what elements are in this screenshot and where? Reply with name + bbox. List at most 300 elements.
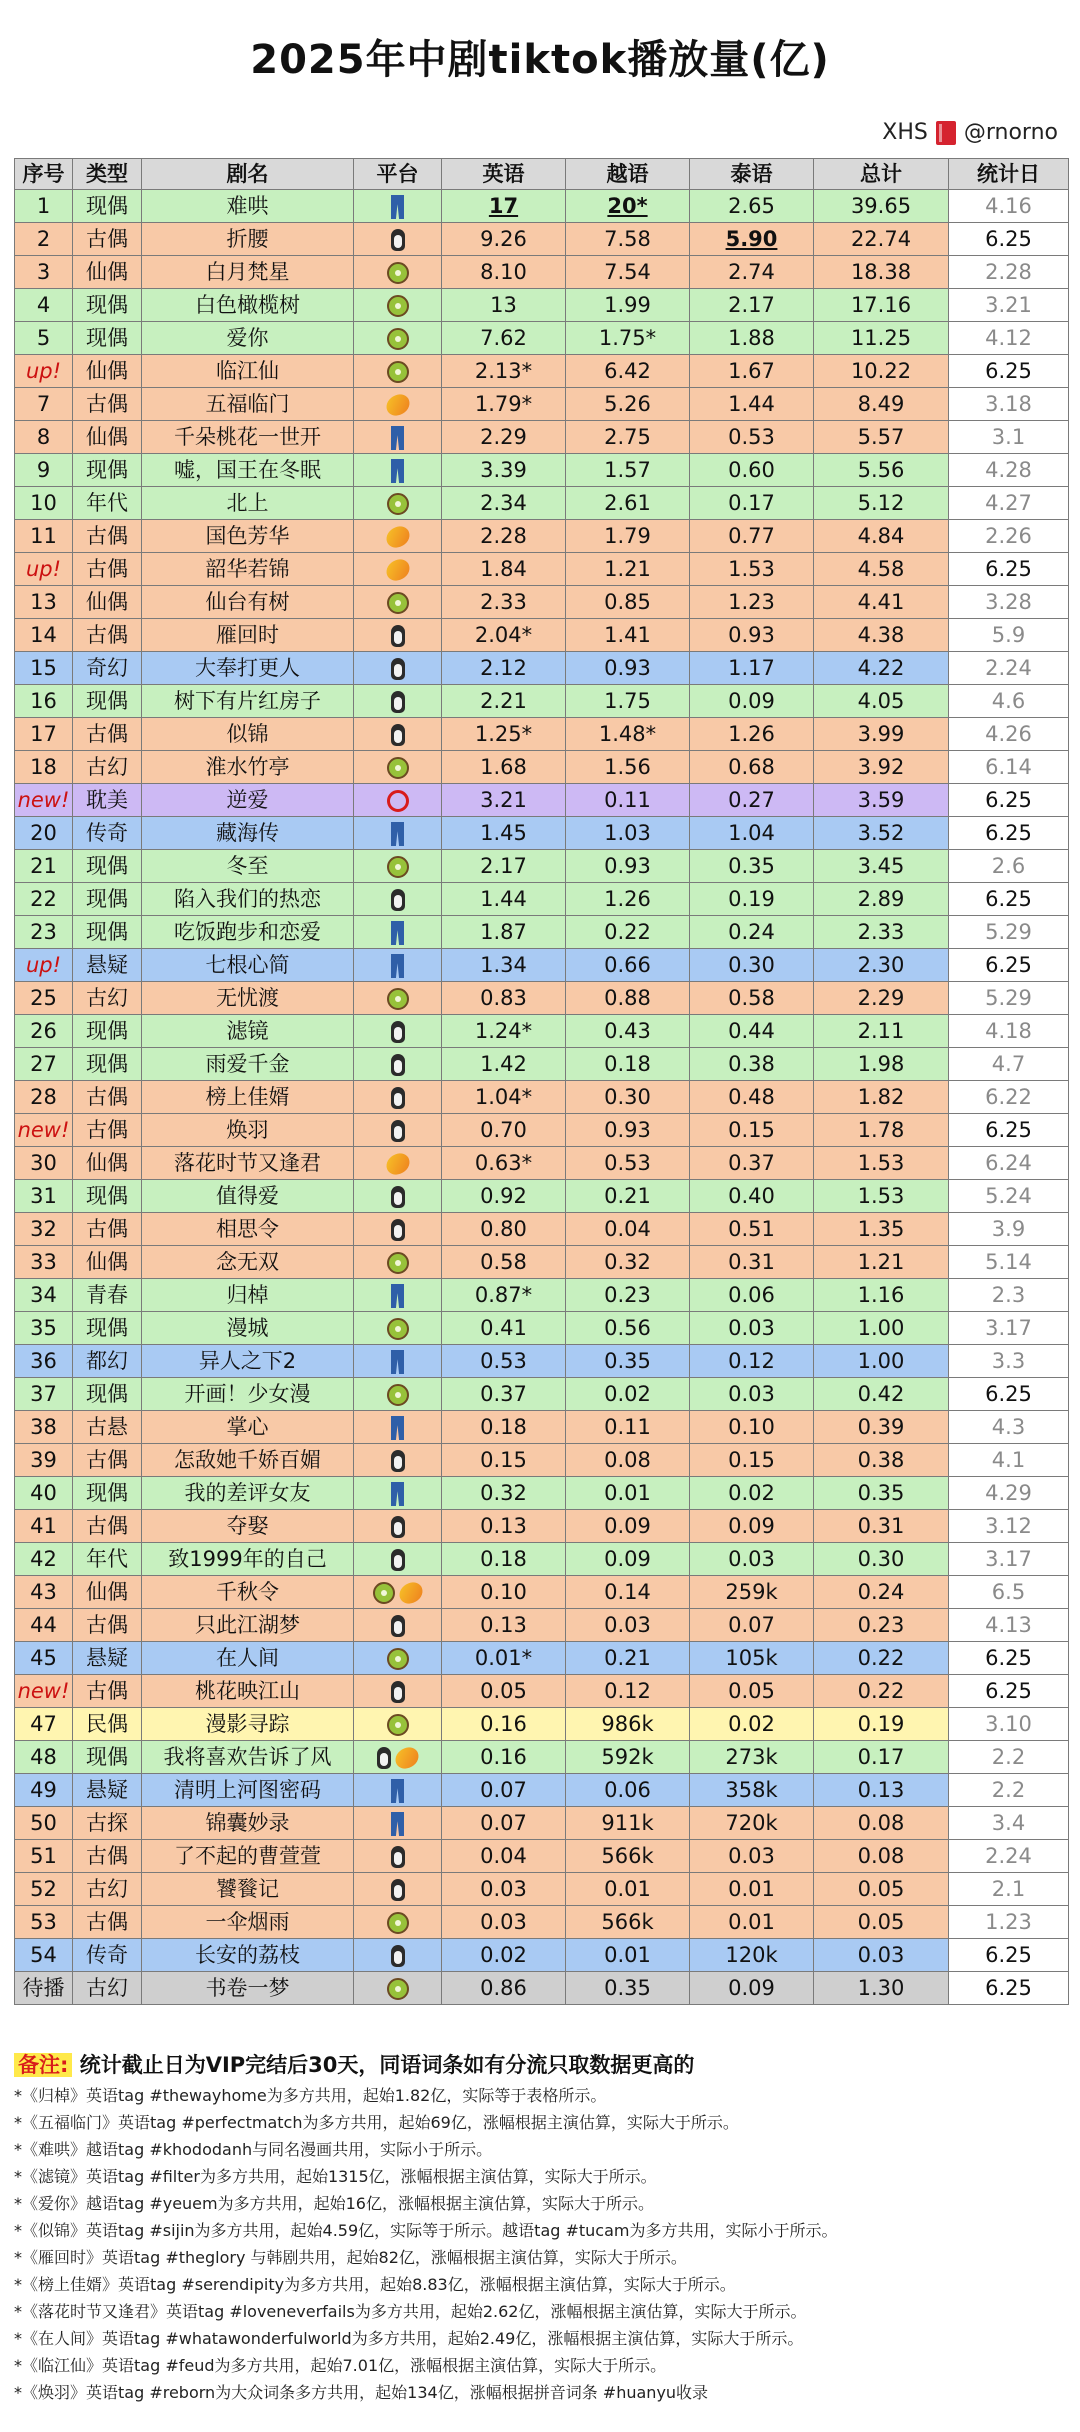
table-row bbox=[15, 1147, 1069, 1180]
row-date: 3.28 bbox=[949, 586, 1069, 619]
row-platform bbox=[354, 1873, 442, 1906]
platform-icons bbox=[387, 361, 409, 383]
table-row bbox=[15, 1180, 1069, 1213]
row-name: 相思令 bbox=[142, 1213, 354, 1246]
platform-icons bbox=[387, 988, 409, 1010]
row-no: 32 bbox=[15, 1213, 73, 1246]
row-th: 358k bbox=[690, 1774, 814, 1807]
penguin-icon bbox=[391, 658, 405, 680]
row-name: 落花时节又逢君 bbox=[142, 1147, 354, 1180]
row-en: 1.45 bbox=[442, 817, 566, 850]
row-th: 0.03 bbox=[690, 1378, 814, 1411]
table-row bbox=[15, 487, 1069, 520]
row-no: 42 bbox=[15, 1543, 73, 1576]
row-date: 4.6 bbox=[949, 685, 1069, 718]
table-row bbox=[15, 355, 1069, 388]
table-row bbox=[15, 553, 1069, 586]
row-date: 1.23 bbox=[949, 1906, 1069, 1939]
row-en: 0.37 bbox=[442, 1378, 566, 1411]
table-row bbox=[15, 586, 1069, 619]
row-total: 0.13 bbox=[814, 1774, 949, 1807]
row-platform bbox=[354, 1675, 442, 1708]
row-total: 0.31 bbox=[814, 1510, 949, 1543]
row-en: 2.33 bbox=[442, 586, 566, 619]
kiwi-icon bbox=[387, 592, 409, 614]
platform-icons bbox=[391, 1549, 405, 1571]
row-th: 0.27 bbox=[690, 784, 814, 817]
row-en: 0.70 bbox=[442, 1114, 566, 1147]
row-date: 4.16 bbox=[949, 190, 1069, 223]
platform-icons bbox=[391, 691, 405, 713]
row-th: 0.37 bbox=[690, 1147, 814, 1180]
table-row bbox=[15, 685, 1069, 718]
row-th: 0.51 bbox=[690, 1213, 814, 1246]
row-name: 逆爱 bbox=[142, 784, 354, 817]
row-type: 现偶 bbox=[73, 1312, 142, 1345]
footnote: *《爱你》越语tag #yeuem为多方共用，起始16亿，涨幅根据主演估算，实际大于所示。 bbox=[14, 2194, 654, 2213]
platform-icons bbox=[387, 295, 409, 317]
row-vi: 0.35 bbox=[566, 1345, 690, 1378]
footnote: *《滤镜》英语tag #filter为多方共用，起始1315亿，涨幅根据主演估算，实际大于所示。 bbox=[14, 2167, 657, 2186]
jeans-icon bbox=[391, 1812, 404, 1836]
penguin-icon bbox=[391, 889, 405, 911]
row-name: 雁回时 bbox=[142, 619, 354, 652]
row-date: 4.12 bbox=[949, 322, 1069, 355]
jeans-icon bbox=[391, 921, 404, 945]
row-vi: 0.35 bbox=[566, 1972, 690, 2005]
platform-icons bbox=[391, 889, 405, 911]
penguin-icon bbox=[391, 1516, 405, 1538]
row-platform bbox=[354, 883, 442, 916]
row-th: 1.53 bbox=[690, 553, 814, 586]
platform-icons bbox=[387, 328, 409, 350]
row-date: 6.25 bbox=[949, 1378, 1069, 1411]
row-platform bbox=[354, 421, 442, 454]
row-date: 3.17 bbox=[949, 1312, 1069, 1345]
row-name: 漫城 bbox=[142, 1312, 354, 1345]
row-type: 仙偶 bbox=[73, 1246, 142, 1279]
platform-icons bbox=[391, 1120, 405, 1142]
penguin-icon bbox=[391, 229, 405, 251]
row-date: 2.24 bbox=[949, 1840, 1069, 1873]
row-no: 51 bbox=[15, 1840, 73, 1873]
row-en: 0.03 bbox=[442, 1873, 566, 1906]
jeans-icon bbox=[391, 1779, 404, 1803]
row-type: 古偶 bbox=[73, 1906, 142, 1939]
platform-icons bbox=[391, 1482, 404, 1506]
row-date: 4.18 bbox=[949, 1015, 1069, 1048]
platform-icons bbox=[391, 229, 405, 251]
jeans-icon bbox=[391, 195, 404, 219]
platform-icons bbox=[391, 1350, 404, 1374]
row-platform bbox=[354, 1411, 442, 1444]
row-total: 5.57 bbox=[814, 421, 949, 454]
row-en: 2.21 bbox=[442, 685, 566, 718]
platform-icons bbox=[387, 1714, 409, 1736]
row-platform bbox=[354, 388, 442, 421]
row-en: 0.03 bbox=[442, 1906, 566, 1939]
kiwi-icon bbox=[387, 988, 409, 1010]
platform-icons bbox=[391, 1779, 404, 1803]
kiwi-icon bbox=[387, 1648, 409, 1670]
row-en: 0.92 bbox=[442, 1180, 566, 1213]
row-platform bbox=[354, 1543, 442, 1576]
row-date: 2.6 bbox=[949, 850, 1069, 883]
row-platform bbox=[354, 553, 442, 586]
row-total: 0.08 bbox=[814, 1807, 949, 1840]
table-row bbox=[15, 289, 1069, 322]
row-vi: 0.66 bbox=[566, 949, 690, 982]
row-total: 5.12 bbox=[814, 487, 949, 520]
row-name: 无忧渡 bbox=[142, 982, 354, 1015]
row-th: 105k bbox=[690, 1642, 814, 1675]
row-total: 4.05 bbox=[814, 685, 949, 718]
row-type: 古幻 bbox=[73, 1972, 142, 2005]
row-th: 259k bbox=[690, 1576, 814, 1609]
row-platform bbox=[354, 1576, 442, 1609]
table-row bbox=[15, 1213, 1069, 1246]
row-vi: 566k bbox=[566, 1906, 690, 1939]
row-no: new! bbox=[15, 1114, 73, 1147]
row-date: 6.25 bbox=[949, 817, 1069, 850]
row-type: 现偶 bbox=[73, 1741, 142, 1774]
row-vi: 592k bbox=[566, 1741, 690, 1774]
row-type: 古偶 bbox=[73, 1609, 142, 1642]
platform-icons bbox=[387, 757, 409, 779]
row-no: 13 bbox=[15, 586, 73, 619]
row-th: 1.26 bbox=[690, 718, 814, 751]
row-type: 古幻 bbox=[73, 982, 142, 1015]
penguin-icon bbox=[391, 1681, 405, 1703]
row-total: 0.22 bbox=[814, 1675, 949, 1708]
table-row bbox=[15, 322, 1069, 355]
page-title: 2025年中剧tiktok播放量(亿) bbox=[250, 37, 830, 83]
row-th: 0.35 bbox=[690, 850, 814, 883]
row-total: 1.35 bbox=[814, 1213, 949, 1246]
footnote: *《落花时节又逢君》英语tag #loveneverfails为多方共用，起始2.62亿，涨幅根据主演估算，实际大于所示。 bbox=[14, 2302, 807, 2321]
row-vi: 20* bbox=[566, 190, 690, 223]
row-date: 6.14 bbox=[949, 751, 1069, 784]
row-date: 4.29 bbox=[949, 1477, 1069, 1510]
row-name: 吃饭跑步和恋爱 bbox=[142, 916, 354, 949]
row-type: 古偶 bbox=[73, 520, 142, 553]
remark-label: 备注: bbox=[14, 2053, 72, 2077]
row-en: 1.44 bbox=[442, 883, 566, 916]
row-date: 3.3 bbox=[949, 1345, 1069, 1378]
row-date: 5.29 bbox=[949, 916, 1069, 949]
row-name: 长安的荔枝 bbox=[142, 1939, 354, 1972]
table-row bbox=[15, 1279, 1069, 1312]
row-en: 1.42 bbox=[442, 1048, 566, 1081]
row-no: 5 bbox=[15, 322, 73, 355]
row-no: 21 bbox=[15, 850, 73, 883]
credit bbox=[882, 120, 1058, 145]
row-vi: 1.41 bbox=[566, 619, 690, 652]
row-total: 2.29 bbox=[814, 982, 949, 1015]
row-date: 3.10 bbox=[949, 1708, 1069, 1741]
row-type: 现偶 bbox=[73, 685, 142, 718]
row-name: 千秋令 bbox=[142, 1576, 354, 1609]
row-name: 桃花映江山 bbox=[142, 1675, 354, 1708]
row-th: 0.58 bbox=[690, 982, 814, 1015]
table-row bbox=[15, 1807, 1069, 1840]
mango-icon bbox=[383, 556, 412, 583]
row-platform bbox=[354, 1642, 442, 1675]
row-th: 1.23 bbox=[690, 586, 814, 619]
row-date: 5.9 bbox=[949, 619, 1069, 652]
row-vi: 7.54 bbox=[566, 256, 690, 289]
header-th: 泰语 bbox=[690, 159, 814, 190]
row-total: 0.30 bbox=[814, 1543, 949, 1576]
row-platform bbox=[354, 1609, 442, 1642]
row-name: 榜上佳婿 bbox=[142, 1081, 354, 1114]
row-type: 现偶 bbox=[73, 1015, 142, 1048]
row-no: up! bbox=[15, 355, 73, 388]
kiwi-icon bbox=[387, 1714, 409, 1736]
table-row bbox=[15, 190, 1069, 223]
row-th: 0.10 bbox=[690, 1411, 814, 1444]
row-th: 0.30 bbox=[690, 949, 814, 982]
platform-icons bbox=[391, 426, 404, 450]
row-vi: 566k bbox=[566, 1840, 690, 1873]
row-no: 8 bbox=[15, 421, 73, 454]
jeans-icon bbox=[391, 1416, 404, 1440]
platform-icons bbox=[391, 1416, 404, 1440]
row-no: 36 bbox=[15, 1345, 73, 1378]
row-th: 0.07 bbox=[690, 1609, 814, 1642]
row-platform bbox=[354, 685, 442, 718]
row-total: 4.84 bbox=[814, 520, 949, 553]
platform-icons bbox=[391, 1681, 405, 1703]
row-name: 藏海传 bbox=[142, 817, 354, 850]
row-en: 0.53 bbox=[442, 1345, 566, 1378]
platform-icons bbox=[387, 1252, 409, 1274]
kiwi-icon bbox=[387, 493, 409, 515]
row-th: 0.15 bbox=[690, 1114, 814, 1147]
row-total: 8.49 bbox=[814, 388, 949, 421]
penguin-icon bbox=[377, 1747, 391, 1769]
row-en: 0.01* bbox=[442, 1642, 566, 1675]
row-th: 1.04 bbox=[690, 817, 814, 850]
row-date: 3.12 bbox=[949, 1510, 1069, 1543]
row-th: 0.93 bbox=[690, 619, 814, 652]
row-total: 3.52 bbox=[814, 817, 949, 850]
row-name: 似锦 bbox=[142, 718, 354, 751]
platform-icons bbox=[387, 790, 409, 812]
table-row bbox=[15, 652, 1069, 685]
row-vi: 1.57 bbox=[566, 454, 690, 487]
penguin-icon bbox=[391, 1054, 405, 1076]
row-platform bbox=[354, 1015, 442, 1048]
table-row bbox=[15, 1477, 1069, 1510]
row-type: 都幻 bbox=[73, 1345, 142, 1378]
row-en: 0.07 bbox=[442, 1774, 566, 1807]
row-vi: 0.12 bbox=[566, 1675, 690, 1708]
row-name: 我将喜欢告诉了风 bbox=[142, 1741, 354, 1774]
table-row bbox=[15, 850, 1069, 883]
row-no: 37 bbox=[15, 1378, 73, 1411]
row-type: 现偶 bbox=[73, 1477, 142, 1510]
penguin-icon bbox=[391, 1087, 405, 1109]
table-row bbox=[15, 916, 1069, 949]
row-en: 0.18 bbox=[442, 1543, 566, 1576]
row-en: 0.63* bbox=[442, 1147, 566, 1180]
penguin-icon bbox=[391, 1021, 405, 1043]
mango-icon bbox=[383, 523, 412, 550]
row-no: 10 bbox=[15, 487, 73, 520]
platform-icons bbox=[391, 459, 404, 483]
row-en: 1.25* bbox=[442, 718, 566, 751]
row-name: 漫影寻踪 bbox=[142, 1708, 354, 1741]
row-date: 2.28 bbox=[949, 256, 1069, 289]
penguin-icon bbox=[391, 724, 405, 746]
table-row bbox=[15, 1378, 1069, 1411]
platform-icons bbox=[391, 724, 405, 746]
mango-icon bbox=[396, 1579, 425, 1606]
row-date: 2.2 bbox=[949, 1741, 1069, 1774]
row-name: 书卷一梦 bbox=[142, 1972, 354, 2005]
header-name: 剧名 bbox=[142, 159, 354, 190]
row-type: 古偶 bbox=[73, 1444, 142, 1477]
row-date: 6.25 bbox=[949, 223, 1069, 256]
row-en: 0.02 bbox=[442, 1939, 566, 1972]
kiwi-icon bbox=[387, 757, 409, 779]
penguin-icon bbox=[391, 1615, 405, 1637]
row-platform bbox=[354, 850, 442, 883]
row-no: new! bbox=[15, 784, 73, 817]
row-date: 6.25 bbox=[949, 1642, 1069, 1675]
row-total: 1.78 bbox=[814, 1114, 949, 1147]
row-th: 0.01 bbox=[690, 1873, 814, 1906]
row-th: 1.17 bbox=[690, 652, 814, 685]
row-vi: 0.93 bbox=[566, 1114, 690, 1147]
row-no: 4 bbox=[15, 289, 73, 322]
row-en: 1.24* bbox=[442, 1015, 566, 1048]
table-row bbox=[15, 1246, 1069, 1279]
row-platform bbox=[354, 520, 442, 553]
row-th: 0.09 bbox=[690, 685, 814, 718]
row-name: 难哄 bbox=[142, 190, 354, 223]
row-en: 3.21 bbox=[442, 784, 566, 817]
row-no: 7 bbox=[15, 388, 73, 421]
row-type: 传奇 bbox=[73, 817, 142, 850]
row-total: 2.89 bbox=[814, 883, 949, 916]
row-date: 6.25 bbox=[949, 949, 1069, 982]
row-date: 2.26 bbox=[949, 520, 1069, 553]
table-row bbox=[15, 718, 1069, 751]
row-th: 1.44 bbox=[690, 388, 814, 421]
row-type: 耽美 bbox=[73, 784, 142, 817]
row-no: 50 bbox=[15, 1807, 73, 1840]
table-row bbox=[15, 1015, 1069, 1048]
footnote: *《临江仙》英语tag #feud为多方共用，起始7.01亿，涨幅根据主演估算，实际大于所示。 bbox=[14, 2356, 667, 2375]
table-row bbox=[15, 256, 1069, 289]
platform-icons bbox=[387, 1912, 409, 1934]
platform-icons bbox=[386, 527, 410, 547]
row-name: 只此江湖梦 bbox=[142, 1609, 354, 1642]
row-th: 0.31 bbox=[690, 1246, 814, 1279]
row-date: 5.29 bbox=[949, 982, 1069, 1015]
platform-icons bbox=[387, 493, 409, 515]
table-row bbox=[15, 1774, 1069, 1807]
row-vi: 0.06 bbox=[566, 1774, 690, 1807]
table-row bbox=[15, 1642, 1069, 1675]
row-th: 0.53 bbox=[690, 421, 814, 454]
row-name: 树下有片红房子 bbox=[142, 685, 354, 718]
table-row bbox=[15, 421, 1069, 454]
table-row bbox=[15, 1906, 1069, 1939]
table-row bbox=[15, 1609, 1069, 1642]
row-name: 念无双 bbox=[142, 1246, 354, 1279]
row-vi: 2.61 bbox=[566, 487, 690, 520]
row-vi: 0.03 bbox=[566, 1609, 690, 1642]
row-total: 2.11 bbox=[814, 1015, 949, 1048]
row-vi: 1.56 bbox=[566, 751, 690, 784]
row-total: 2.30 bbox=[814, 949, 949, 982]
header-date: 统计日 bbox=[949, 159, 1069, 190]
header-type: 类型 bbox=[73, 159, 142, 190]
row-type: 青春 bbox=[73, 1279, 142, 1312]
row-th: 0.06 bbox=[690, 1279, 814, 1312]
row-en: 0.87* bbox=[442, 1279, 566, 1312]
row-date: 6.5 bbox=[949, 1576, 1069, 1609]
platform-icons bbox=[386, 1154, 410, 1174]
platform-icons bbox=[391, 1516, 405, 1538]
row-total: 1.00 bbox=[814, 1345, 949, 1378]
row-th: 0.03 bbox=[690, 1840, 814, 1873]
circle-icon bbox=[387, 790, 409, 812]
row-date: 2.1 bbox=[949, 1873, 1069, 1906]
row-th: 273k bbox=[690, 1741, 814, 1774]
row-no: 23 bbox=[15, 916, 73, 949]
row-en: 1.79* bbox=[442, 388, 566, 421]
table-row bbox=[15, 619, 1069, 652]
row-platform bbox=[354, 289, 442, 322]
row-platform bbox=[354, 256, 442, 289]
row-no: 14 bbox=[15, 619, 73, 652]
table-row bbox=[15, 817, 1069, 850]
row-en: 13 bbox=[442, 289, 566, 322]
row-no: 52 bbox=[15, 1873, 73, 1906]
row-total: 0.42 bbox=[814, 1378, 949, 1411]
row-date: 3.4 bbox=[949, 1807, 1069, 1840]
row-th: 2.74 bbox=[690, 256, 814, 289]
row-date: 2.2 bbox=[949, 1774, 1069, 1807]
row-vi: 0.85 bbox=[566, 586, 690, 619]
row-name: 白月梵星 bbox=[142, 256, 354, 289]
platform-icons bbox=[386, 395, 410, 415]
row-total: 39.65 bbox=[814, 190, 949, 223]
row-date: 6.25 bbox=[949, 883, 1069, 916]
row-no: 2 bbox=[15, 223, 73, 256]
kiwi-icon bbox=[387, 1384, 409, 1406]
row-vi: 0.88 bbox=[566, 982, 690, 1015]
penguin-icon bbox=[391, 1846, 405, 1868]
row-type: 古偶 bbox=[73, 388, 142, 421]
row-no: 28 bbox=[15, 1081, 73, 1114]
row-en: 2.28 bbox=[442, 520, 566, 553]
row-name: 异人之下2 bbox=[142, 1345, 354, 1378]
row-name: 冬至 bbox=[142, 850, 354, 883]
row-platform bbox=[354, 1213, 442, 1246]
platform-icons bbox=[391, 921, 404, 945]
row-platform bbox=[354, 1081, 442, 1114]
row-th: 0.44 bbox=[690, 1015, 814, 1048]
row-platform bbox=[354, 751, 442, 784]
row-date: 5.14 bbox=[949, 1246, 1069, 1279]
row-vi: 1.99 bbox=[566, 289, 690, 322]
row-total: 0.05 bbox=[814, 1906, 949, 1939]
